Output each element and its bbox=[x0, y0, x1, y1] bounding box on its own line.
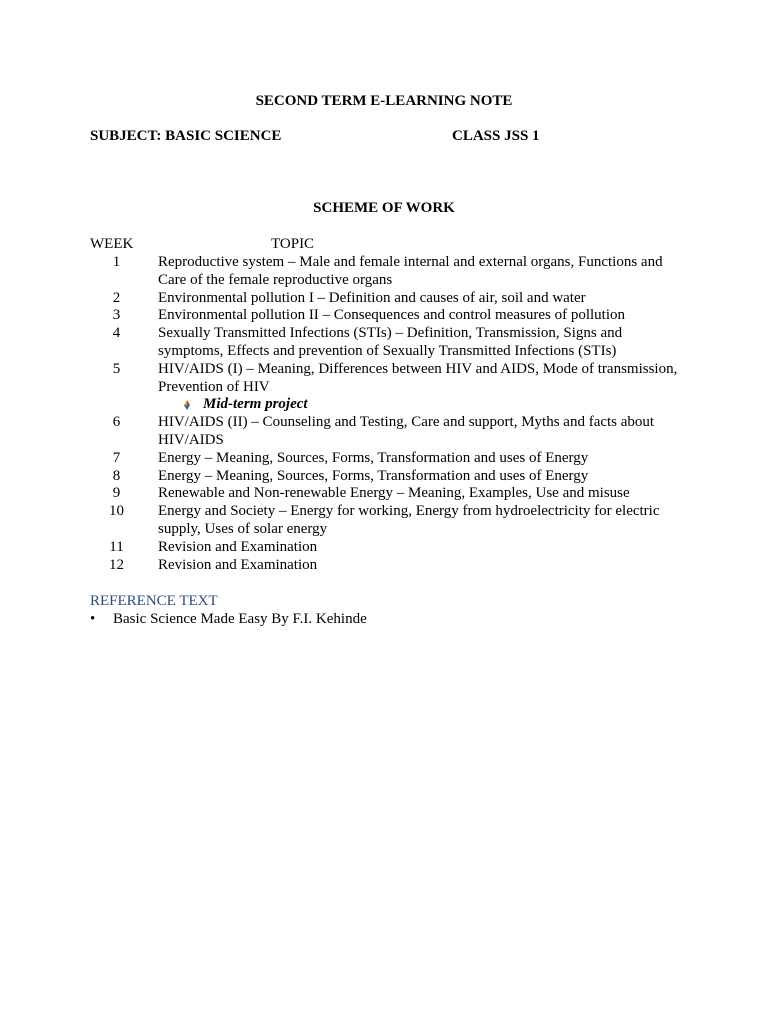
topic-text: HIV/AIDS (I) – Meaning, Differences between HIV and AIDS, Mode of transmission, Prevention of HIV bbox=[158, 360, 678, 395]
class-label: CLASS JSS 1 bbox=[452, 128, 540, 144]
table-row bbox=[90, 290, 690, 308]
table-row bbox=[90, 325, 690, 361]
table-row bbox=[90, 361, 690, 397]
week-number: 12 bbox=[109, 556, 124, 573]
week-number: 10 bbox=[109, 503, 124, 520]
table-row bbox=[90, 557, 690, 575]
week-number: 6 bbox=[112, 414, 121, 431]
week-number: 5 bbox=[112, 360, 121, 377]
topic-text: Energy – Meaning, Sources, Forms, Transformation and uses of Energy bbox=[158, 467, 589, 484]
midterm-label: Mid-term project bbox=[203, 396, 308, 413]
topic-text: HIV/AIDS (II) – Counseling and Testing, Care and support, Myths and facts about HIV/AIDS bbox=[158, 414, 655, 448]
week-number: 7 bbox=[112, 449, 121, 466]
note-title: SECOND TERM E-LEARNING NOTE bbox=[255, 93, 513, 109]
topic-text: Reproductive system – Male and female internal and external organs, Functions and Care of the female reproductive organs bbox=[158, 254, 663, 288]
table-row bbox=[90, 539, 690, 557]
week-column-header: WEEK bbox=[90, 236, 134, 252]
arrow-bullet-icon bbox=[181, 399, 193, 411]
week-number: 2 bbox=[112, 289, 121, 306]
topic-text: Energy and Society – Energy for working, Energy from hydroelectricity for electric supply, Uses of solar energy bbox=[158, 503, 660, 537]
topic-text: Environmental pollution I – Definition and causes of air, soil and water bbox=[158, 289, 586, 306]
reference-title: REFERENCE TEXT bbox=[90, 593, 218, 609]
week-number: 11 bbox=[109, 538, 124, 555]
table-row bbox=[90, 414, 690, 450]
week-number: 9 bbox=[112, 485, 121, 502]
table-row bbox=[90, 450, 690, 468]
subject-label: SUBJECT: BASIC SCIENCE bbox=[90, 128, 282, 144]
topic-text: Revision and Examination bbox=[158, 556, 318, 573]
reference-text: Basic Science Made Easy By F.I. Kehinde bbox=[113, 611, 367, 627]
table-row bbox=[90, 254, 690, 290]
midterm-item bbox=[90, 396, 690, 414]
table-row bbox=[90, 468, 690, 486]
week-number: 1 bbox=[112, 254, 121, 270]
scheme-table bbox=[90, 254, 690, 574]
topic-text: Renewable and Non-renewable Energy – Meaning, Examples, Use and misuse bbox=[158, 485, 630, 502]
week-number: 4 bbox=[112, 325, 121, 342]
table-row bbox=[90, 307, 690, 325]
week-number: 8 bbox=[112, 467, 121, 484]
week-number: 3 bbox=[112, 307, 121, 324]
topic-text: Revision and Examination bbox=[158, 538, 318, 555]
bullet-icon: • bbox=[90, 611, 96, 627]
scheme-title: SCHEME OF WORK bbox=[313, 200, 455, 216]
table-row bbox=[90, 485, 690, 503]
topic-text: Sexually Transmitted Infections (STIs) – Definition, Transmission, Signs and symptoms, Effects and prevention of Sexually Transmitted Infections (STIs) bbox=[158, 325, 623, 359]
reference-list-item bbox=[90, 611, 367, 628]
topic-text: Energy – Meaning, Sources, Forms, Transformation and uses of Energy bbox=[158, 449, 589, 466]
table-row bbox=[90, 503, 690, 539]
topic-text: Environmental pollution II – Consequences and control measures of pollution bbox=[158, 307, 625, 324]
topic-column-header: TOPIC bbox=[271, 236, 315, 252]
